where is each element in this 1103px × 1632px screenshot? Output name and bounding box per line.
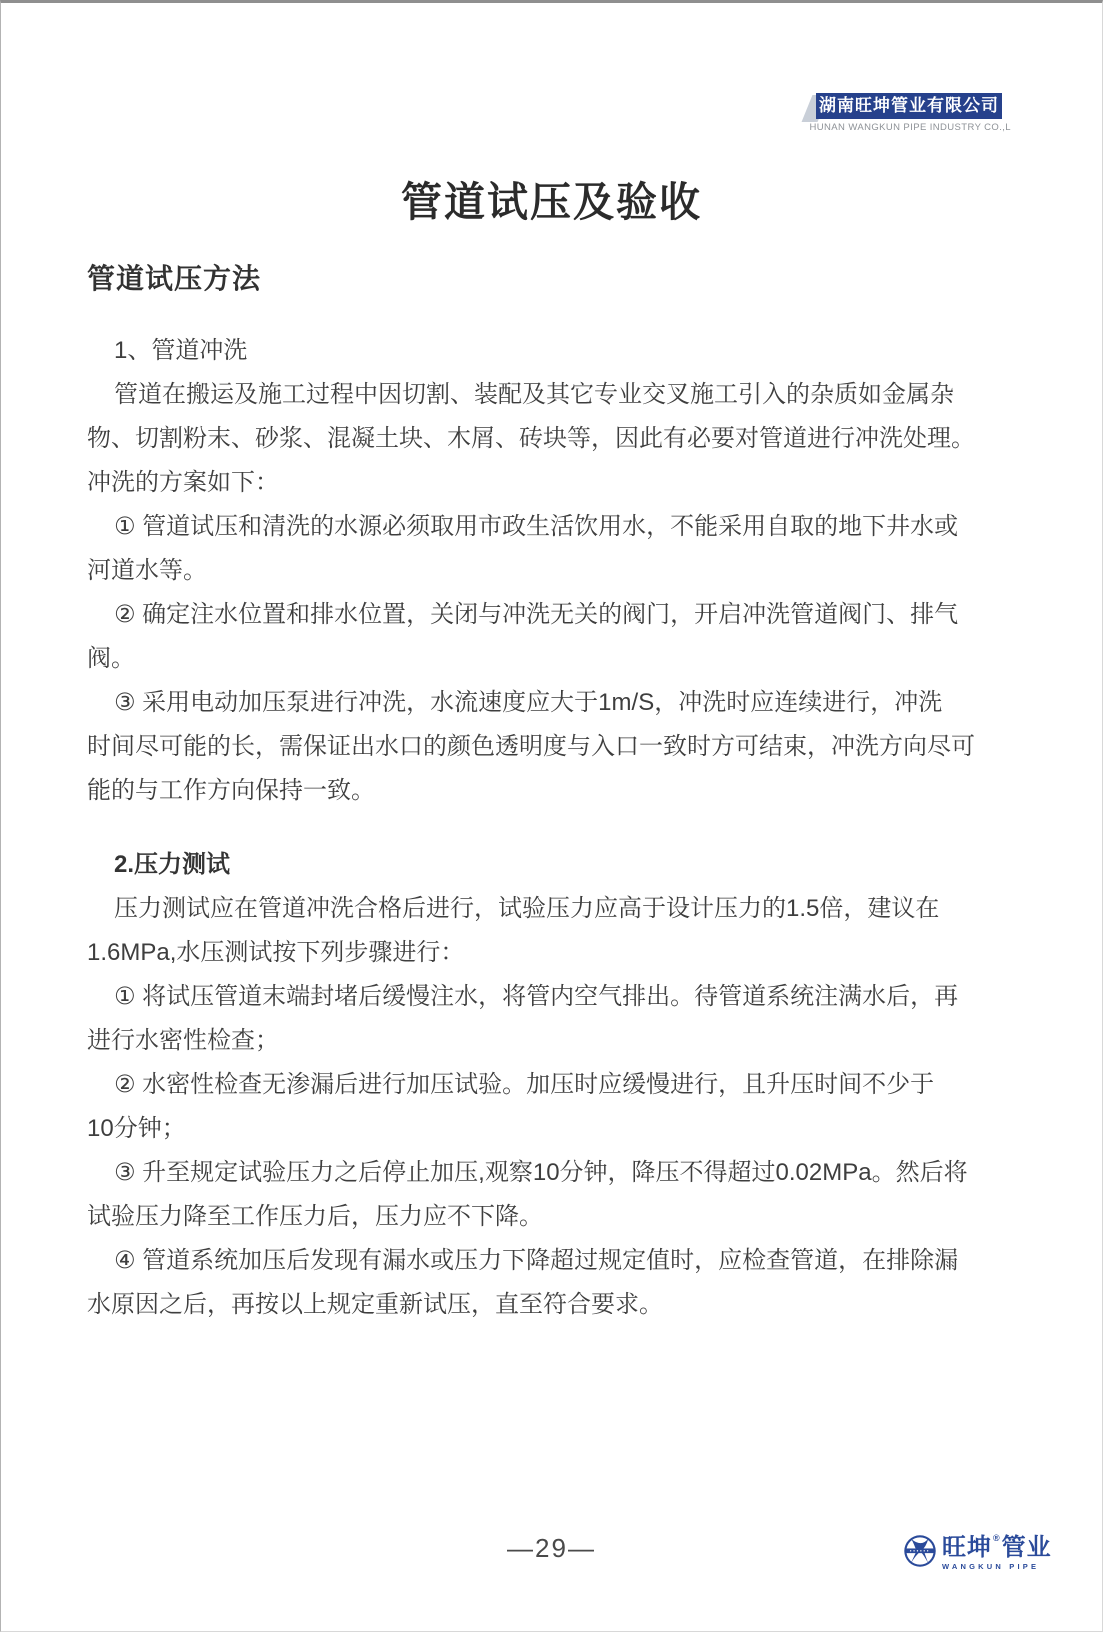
wangkun-logo-icon — [903, 1534, 937, 1568]
body-line: ④ 管道系统加压后发现有漏水或压力下降超过规定值时，应检查管道，在排除漏 — [114, 1247, 959, 1274]
body-line: ① 将试压管道末端封堵后缓慢注水，将管内空气排出。待管道系统注满水后，再 — [114, 983, 959, 1010]
body-line: 10分钟； — [87, 1115, 186, 1142]
body-line: 压力测试应在管道冲洗合格后进行，试验压力应高于设计压力的1.5倍，建议在 — [114, 895, 940, 922]
company-name-banner: 湖南旺坤管业有限公司 — [816, 93, 1002, 119]
body-line: 河道水等。 — [87, 557, 207, 584]
body-line: 能的与工作方向保持一致。 — [87, 777, 375, 804]
company-name-english: HUNAN WANGKUN PIPE INDUSTRY CO.,L — [809, 122, 1011, 133]
footer-logo — [903, 1534, 1053, 1571]
body-line: ③ 升至规定试验压力之后停止加压,观察10分钟，降压不得超过0.02MPa。然后将 — [114, 1159, 968, 1186]
body-line: 管道在搬运及施工过程中因切割、装配及其它专业交叉施工引入的杂质如金属杂 — [114, 381, 954, 408]
body-line: 物、切割粉末、砂浆、混凝土块、木屑、砖块等，因此有必要对管道进行冲洗处理。 — [87, 425, 975, 452]
body-line: 阀。 — [87, 645, 135, 672]
footer-logo-english: WANGKUN PIPE — [942, 1562, 1040, 1571]
body-line: 进行水密性检查； — [87, 1027, 279, 1054]
body-subheading: 2.压力测试 — [114, 851, 231, 878]
registered-mark-icon: ® — [993, 1533, 1001, 1543]
body-text — [87, 329, 1003, 1327]
body-line: 1、管道冲洗 — [114, 337, 248, 364]
body-line: 试验压力降至工作压力后，压力应不下降。 — [87, 1203, 543, 1230]
body-line: ② 确定注水位置和排水位置，关闭与冲洗无关的阀门，开启冲洗管道阀门、排气 — [114, 601, 959, 628]
body-line: 冲洗的方案如下： — [87, 469, 279, 496]
footer-logo-text — [942, 1534, 1052, 1571]
body-line: 时间尽可能的长，需保证出水口的颜色透明度与入口一致时方可结束，冲洗方向尽可 — [87, 733, 975, 760]
page-title: 管道试压及验收 — [401, 179, 702, 225]
body-line: 水原因之后，再按以上规定重新试压，直至符合要求。 — [87, 1291, 663, 1318]
section-heading: 管道试压方法 — [87, 263, 262, 294]
page-number: —29— — [507, 1533, 596, 1563]
body-line: ② 水密性检查无渗漏后进行加压试验。加压时应缓慢进行，且升压时间不少于 — [114, 1071, 935, 1098]
body-line: ③ 采用电动加压泵进行冲洗，水流速度应大于1m/S，冲洗时应连续进行，冲洗 — [114, 689, 943, 716]
body-line: ① 管道试压和清洗的水源必须取用市政生活饮用水，不能采用自取的地下井水或 — [114, 513, 959, 540]
footer-logo-chinese: 旺坤®管业 — [942, 1533, 1052, 1561]
body-line: 1.6MPa,水压测试按下列步骤进行： — [87, 939, 465, 966]
